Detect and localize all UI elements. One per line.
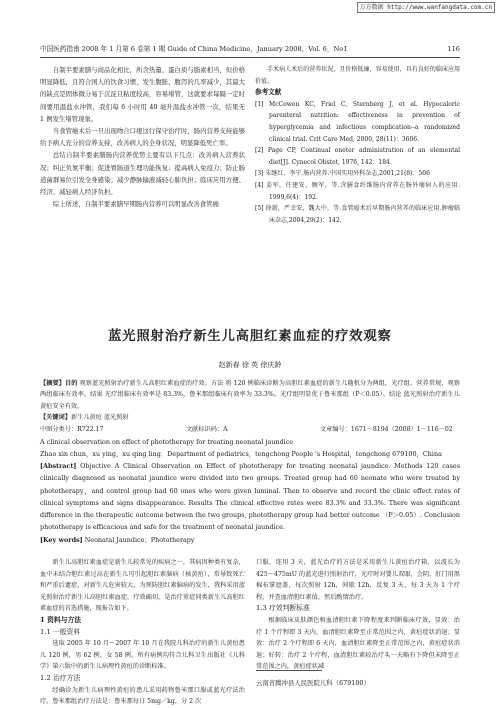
paragraph: 经确诊为新生儿病理性黄疸的患儿采用药物鲁米那口服或蓝光疗法治疗。鲁米那组治疗方法是：鲁米那每日 5mg／kg，分 2 次 [40, 686, 245, 706]
english-title: A clinical observation on effect of phototherapy for treating neonatal jaundice [40, 438, 294, 446]
abstract-en-text: Objective A Clinical Observation on Effect of phototherapy for treating neonatal jaundice. Methods 120 cases clinically diagnosed as neonatal jaundice were divided into two groups. Treated group had 60 neonate who were treated by phototherapy，and control group had 60 ones who were given luminal. Then to observe and record the clinic effect rates of clinical symptoms and signs disappearance. Results The clinical effective rates were 83.3% and 33.3%. There was significant difference in the therapeutic outcome between the two groups, phototherapy group had better outcome （P＞0.05）. Conclusion phototherapy is efficacious and safe for the treatment of neonatal jaundice. [40, 462, 460, 532]
section-heading: 1 资料与方法 [40, 615, 82, 624]
footnote-rule [256, 670, 322, 671]
paragraph: 当食管癌术后一旦出现吻合口瘘这行保守治疗时，肠内营养支持能够给予病人充分的营养支持，改善病人的全身状况，明显降低死亡率。 [40, 127, 245, 148]
paragraph: 综上所述，自制半要素膳早期肠内营养可以明显改善食管癌 [52, 200, 219, 209]
keywords-cn [40, 412, 460, 423]
reference-item: [2] Page CP, Continual eneter administration of an elemental diet[J]. Cynecol Obstet, 1976, 142：184. [255, 147, 460, 166]
paragraph: 总结自制半要素膳肠内营养优势主要有以下几点：改善病人营养状况；纠正负氮平衡；促进胃肠道生理功能恢复；提高病人免疫力；防止肠道菌群易位引发全身感染；减少静脉输液减轻心肺负担；临床应用方便、经济、减轻病人经济负担。 [40, 151, 245, 197]
page-number: 116 [447, 45, 460, 53]
keywords-en-label: [Key words] [40, 536, 83, 544]
reference-item: [3] 朱继红、李宁.肠内营养.中国实用外科杂志,2001,21(8)：506 [255, 170, 430, 178]
authors: 赵新春 徐 英 徐庆龄 [218, 361, 282, 369]
abstract-label: 【摘要】目的 [40, 380, 78, 387]
classification-line [40, 424, 460, 435]
abstract-text: 观察蓝光照射治疗新生儿高胆红素血症的疗效。方法 将 120 例临床诊断为高胆红素血症的新生儿随机分为两组，光疗组、营养常规，观察两组临床有效率。结果 光疗组临床有效率是 83.3%，鲁米那组临床有效率为 33.3%。光疗组明显优于鲁米那组（P＜0.05）。结论 蓝光照射治疗新生儿黄疸安全有效。 [40, 380, 460, 410]
keywords-label: 【关键词】 [40, 414, 71, 421]
prev-article-left-column [40, 64, 245, 210]
abstract-en [40, 460, 460, 534]
paragraph: 自制半要素膳与商品化相比，所含热量、蛋白质与脂素相当，但价格明显降低，且符合国人的饮食习惯，发生腹胀、腹泻的几率减少，其最大的缺点是固体微分易于沉淀且粘度较高，容易堵管，这就要求每隔一定时间要用温盐水冲管，我们每 6 小时用 40 毫升温盐水冲管一次，结果无 1 例发生堵管现象。 [40, 66, 245, 123]
reference-item: [4] 姜军，任建安，顾军，等.含膳食纤维肠内营养在肠外瘘病人的应用. 1999,6(4)：192. [255, 181, 460, 201]
article-title: 蓝光照射治疗新生儿高胆红素血症的疗效观察 [108, 329, 392, 344]
paragraph: 根据临床皮肤颜色和血清胆红素下降程度来判断临床疗效，显效：治疗 1 个疗程即 3 天内，血清胆红素降至正常范围之内，黄疸症状消退；显效：治疗 2 个疗程即 6 天内，血清胆红素降至正常范围之内，黄疸症状消退；好转：治疗 2 个疗程，血清胆红素较治疗头一天略有下降但未降至正常范围之内，黄疸症状减 [256, 616, 460, 671]
paragraph: 选取 2005 年 10 月～2007 年 10 月在我院儿科治疗的新生儿黄疸患儿 120 例，男 62 例，女 58 例。所有病例均符合儿科卫生出版社《儿科学》第六版中的新生儿病理性黄疸的诊断标准。 [40, 640, 245, 671]
keywords-en [40, 534, 460, 546]
article-number: 文章编号：1671－8194（2008）1－116－02 [320, 426, 453, 433]
abstract-en-label: [Abstract] [40, 462, 77, 470]
reference-item: [1] McCowen KC, Friel C, Sternberg J, et al. Hypocaloric parenteral nutrition: effectiveness in prevention of hyperglycemia and infectious complication--a randomized clinical trial. Crit Care Med, 2000, 28(11)：3606. [255, 100, 460, 143]
abstract-cn [40, 378, 460, 412]
paragraph: 手术病人术后的营养状况，且价格低廉，容易使用，具有良好的临床应用价值。 [255, 66, 460, 85]
keywords-text: 新生儿黄疸 蓝光照射 [70, 414, 129, 421]
prev-article-right-column [255, 64, 460, 226]
paragraph: 口服，连用 3 天，蓝光治疗的方法是采用新生儿黄疸治疗箱，以波长为 425～475mU 的蓝光进行照射治疗，光疗时对婴儿双眼、会阴、肛门用黑棉布掌遮盖，每次照射 12h，间歇 12h，反复 3 天，每 3 天为 1 个疗程，并查血清胆红素值，然后酌情治疗。 [256, 559, 460, 601]
header-text: 中国医药指南 2008 年 1 月第 6 卷第 1 期 Guide of China Medicine，January 2008，Vol. 6，No1 [40, 45, 348, 53]
clc-number: 中图分类号：R722.17 [40, 426, 104, 433]
keywords-en-text: Neonatal Jaundice；Phototherapy [82, 536, 195, 544]
subsection-heading: 1.1 一般资料 [40, 627, 81, 636]
reference-item: [5] 徐新，严幸安，魏大中，等.食管癌术后早期肠内营养的临床应用.肿瘤临床杂志,2004,29(2)：142. [255, 205, 460, 224]
running-header [40, 44, 460, 54]
references-heading: 参考文献 [255, 88, 282, 97]
paragraph: 新生儿高胆红素血症是新生儿较常见的疾病之一，其病因种类有复杂，血中未结合胆红素过高在新生儿可引起胆红素脑病（核黄疸），常导致死亡和严重后遗症，对新生儿危害较大，为预防胆红素脑病的发生，我科采用蓝光照射治疗新生儿高胆红素血症，疗效确切，是治疗重症同类新生儿高胆红素血症的首选措施，现报告如下。 [40, 559, 245, 613]
document-code: 文献标识码：A [186, 426, 228, 433]
subsection-heading: 1.3 疗效判断标准 [256, 604, 310, 613]
author-affiliation-footnote: 云南省腾冲县人民医院儿科（679100） [256, 679, 370, 687]
subsection-heading: 1.2 治疗方法 [40, 673, 81, 682]
body-right-column [256, 557, 460, 673]
body-left-column [40, 557, 245, 708]
watermark-stamp: 万方数据 http://www.wanfangdata.com.cn [357, 2, 495, 13]
english-authors: Zhao xin chun，xu ying，xu qing ling．Department of pediatrics，tengchong People 's Hospital，tengchong 679100，China [40, 450, 442, 458]
header-rule [40, 57, 460, 58]
